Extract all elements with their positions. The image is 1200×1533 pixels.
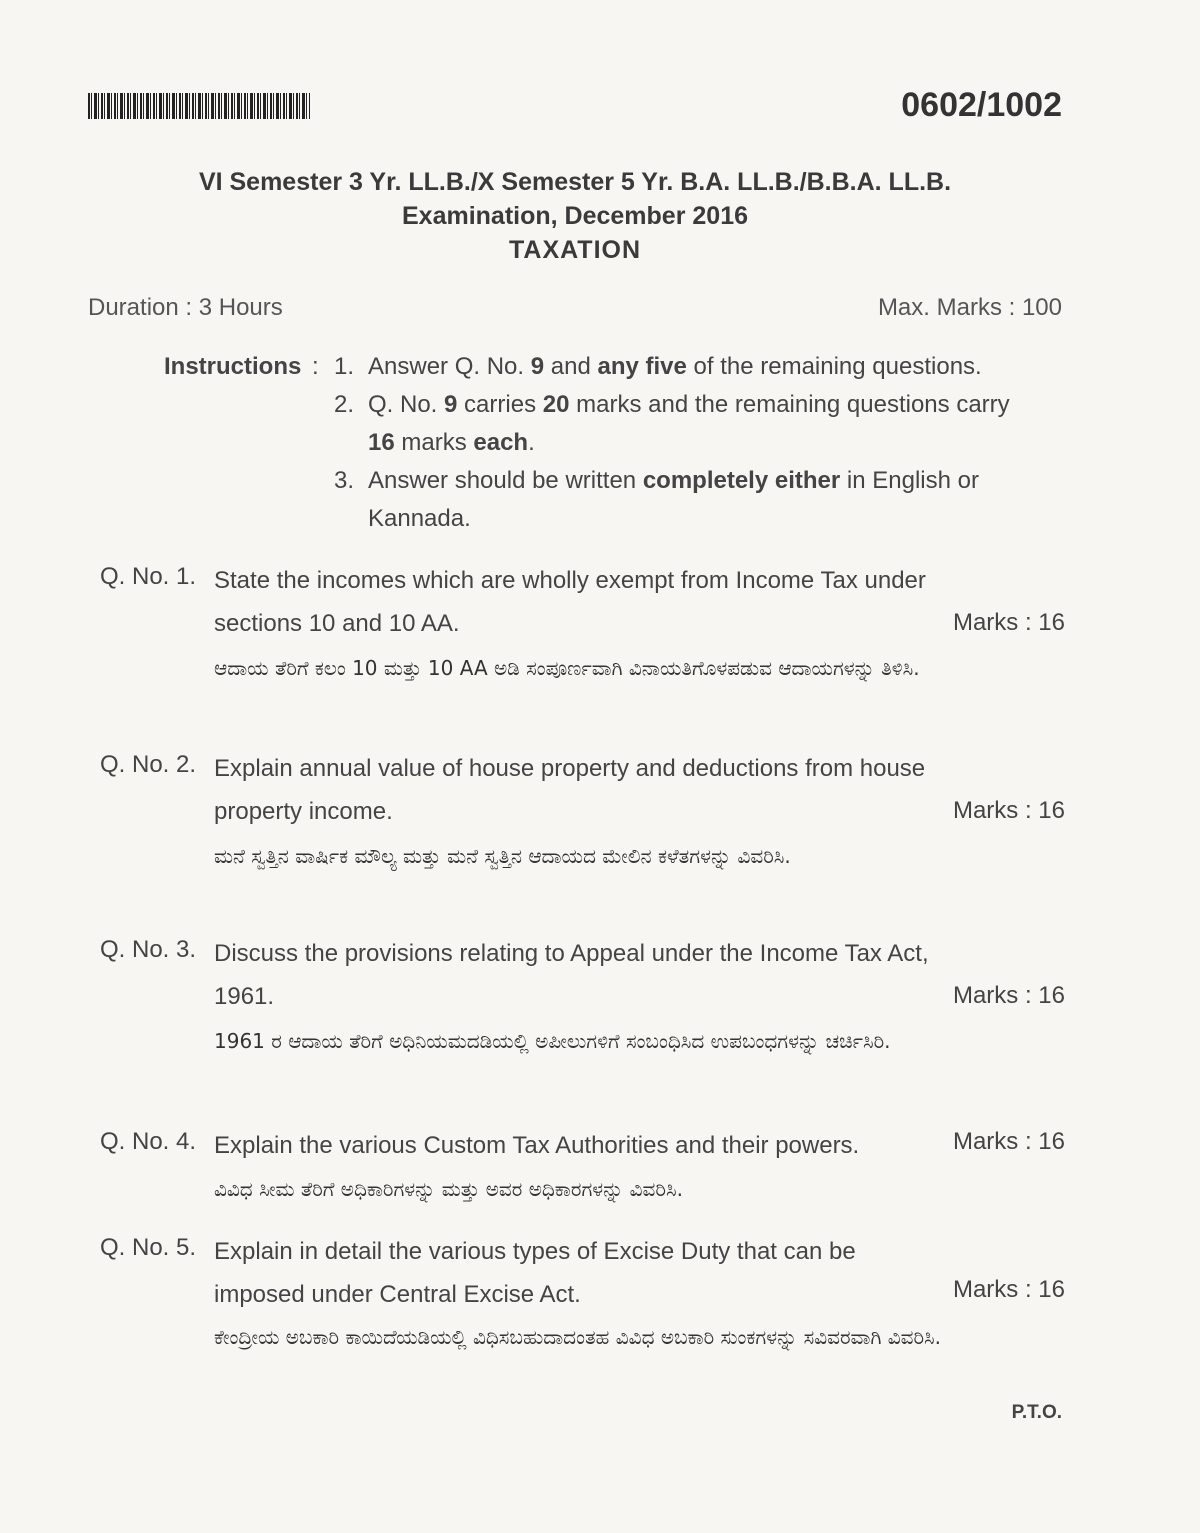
duration: Duration : 3 Hours <box>88 294 283 321</box>
question-kannada: ಮನೆ ಸ್ವತ್ತಿನ ವಾರ್ಷಿಕ ಮೌಲ್ಯ ಮತ್ತು ಮನೆ ಸ್ವತ್ತಿನ ಆದಾಯದ ಮೇಲಿನ ಕಳೆತಗಳನ್ನು ವಿವರಿಸಿ. <box>214 844 791 868</box>
question-marks: Marks : 16 <box>952 982 1065 1009</box>
subject-title: TAXATION <box>508 236 642 264</box>
question-marks: Marks : 16 <box>952 1128 1065 1155</box>
exam-title-line2: Examination, December 2016 <box>402 202 748 230</box>
paper-code: 0602/1002 <box>901 86 1062 124</box>
instructions-label: Instructions <box>164 353 302 380</box>
question-marks: Marks : 16 <box>952 797 1065 824</box>
instruction-1: 1. Answer Q. No. 9 and any five of the remaining questions. <box>334 353 982 380</box>
instruction-3: 3. Answer should be written completely either in English or Kannada. <box>334 467 979 532</box>
question-marks: Marks : 16 <box>952 609 1065 636</box>
question-kannada: ವಿವಿಧ ಸೀಮ ತೆರಿಗೆ ಅಧಿಕಾರಿಗಳನ್ನು ಮತ್ತು ಅವರ ಅಧಿಕಾರಗಳನ್ನು ವಿವರಿಸಿ. <box>214 1177 683 1201</box>
question-text: Discuss the provisions relating to Appeal under the Income Tax Act, 1961. <box>214 940 929 1010</box>
question-marks: Marks : 16 <box>952 1276 1065 1303</box>
instruction-2: 2. Q. No. 9 carries 20 marks and the remaining questions carry 16 marks each. <box>334 391 1010 456</box>
question-number: Q. No. 2. <box>100 751 197 778</box>
question-text: State the incomes which are wholly exempt from Income Tax under sections 10 and 10 AA. <box>214 567 926 637</box>
question-number: Q. No. 5. <box>100 1234 197 1261</box>
question-text: Explain the various Custom Tax Authorities and their powers. <box>214 1132 860 1159</box>
question-kannada: ಆದಾಯ ತೆರಿಗೆ ಕಲಂ 10 ಮತ್ತು 10 AA ಅಡಿ ಸಂಪೂರ್ಣವಾಗಿ ವಿನಾಯತಿಗೊಳಪಡುವ ಆದಾಯಗಳನ್ನು ತಿಳಿಸಿ. <box>214 656 920 680</box>
question-text: Explain annual value of house property and deductions from house property income. <box>214 755 926 825</box>
question-number: Q. No. 1. <box>100 563 197 590</box>
exam-title-line1: VI Semester 3 Yr. LL.B./X Semester 5 Yr. B.A. LL.B./B.B.A. LL.B. <box>198 168 952 196</box>
question-number: Q. No. 3. <box>100 936 197 963</box>
question-text: Explain in detail the various types of Excise Duty that can be imposed under Central Excise Act. <box>214 1238 856 1308</box>
max-marks: Max. Marks : 100 <box>877 294 1062 321</box>
barcode-image <box>88 93 310 119</box>
question-kannada: ಕೇಂದ್ರೀಯ ಅಬಕಾರಿ ಕಾಯಿದೆಯಡಿಯಲ್ಲಿ ವಿಧಿಸಬಹುದಾದಂತಹ ವಿವಿಧ ಅಬಕಾರಿ ಸುಂಕಗಳನ್ನು ಸವಿವರವಾಗಿ ವಿವರಿಸಿ. <box>214 1325 942 1349</box>
question-number: Q. No. 4. <box>100 1128 197 1155</box>
page-turn-over: P.T.O. <box>1011 1402 1062 1423</box>
question-kannada: 1961 ರ ಆದಾಯ ತೆರಿಗೆ ಅಧಿನಿಯಮದಡಿಯಲ್ಲಿ ಅಪೀಲುಗಳಿಗೆ ಸಂಬಂಧಿಸಿದ ಉಪಬಂಧಗಳನ್ನು ಚರ್ಚಿಸಿರಿ. <box>214 1029 891 1053</box>
instructions-colon: : <box>312 353 319 380</box>
